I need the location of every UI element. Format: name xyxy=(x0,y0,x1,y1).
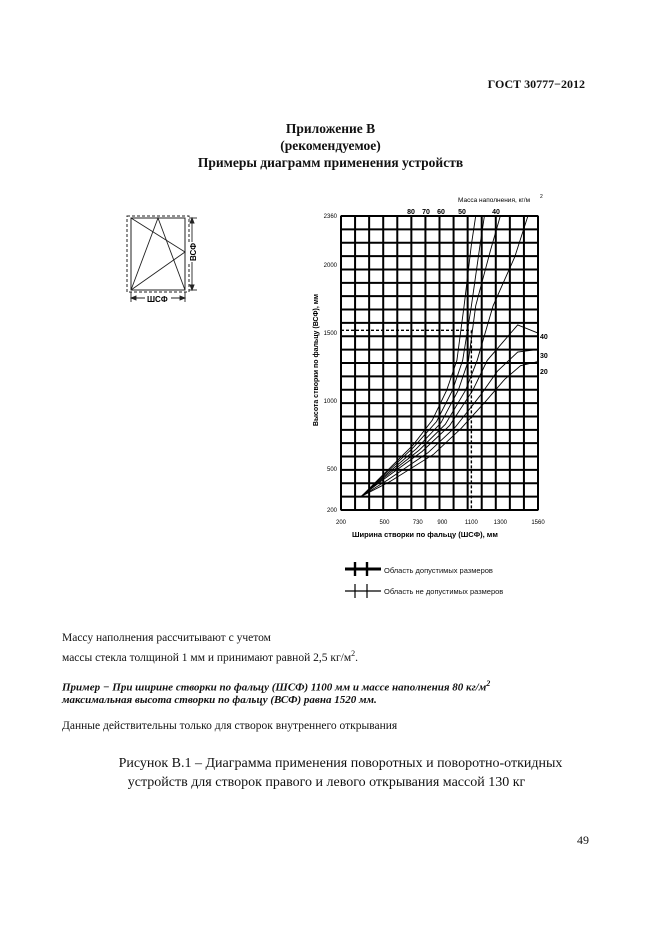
page-number: 49 xyxy=(577,833,589,847)
mass-curve-50 xyxy=(361,216,528,496)
x-axis-title: Ширина створки по фальцу (ШСФ), мм xyxy=(352,530,498,539)
right-mass-label: 20 xyxy=(540,369,548,376)
mass-axis-title: Масса наполнения, кг/м xyxy=(458,197,531,204)
top-mass-label: 70 xyxy=(422,209,430,216)
validity-note: Данные действительны только для створок внутреннего открывания xyxy=(62,720,398,732)
top-mass-label: 50 xyxy=(458,209,466,216)
sash-frame xyxy=(127,216,189,292)
mass-curve-60 xyxy=(361,216,500,496)
note-line-1: Массу наполнения рассчитывают с учетом xyxy=(62,632,271,644)
appendix-subtitle: Примеры диаграмм применения устройств xyxy=(197,155,464,170)
x-tick-label: 1100 xyxy=(464,520,478,526)
legend-allowed-symbol xyxy=(345,562,381,576)
example-line-1: Пример − При ширине створки по фальцу (ШСФ) 1100 мм и массе наполнения 80 $кг/м^2$ xyxy=(62,679,491,694)
y-tick-label: 1500 xyxy=(323,331,337,338)
x-tick-label: 200 xyxy=(335,520,347,526)
sash-opening-lines xyxy=(131,218,185,290)
appendix-status: (рекомендуемое) xyxy=(280,138,381,153)
x-tick-label: 730 xyxy=(412,520,423,526)
appendix-title: Приложение В xyxy=(285,121,376,136)
x-tick-label: 500 xyxy=(379,520,390,526)
sash-sketch xyxy=(125,212,200,310)
y-tick-label: 500 xyxy=(326,467,337,474)
y-tick-label: 1000 xyxy=(323,399,337,406)
height-label: ВСФ xyxy=(189,242,198,261)
legend-symbols xyxy=(343,562,383,600)
y-tick-label: 2000 xyxy=(323,263,337,269)
mass-curve-70 xyxy=(361,216,484,496)
chart-labels xyxy=(313,194,548,539)
standard-header: ГОСТ 30777−2012 xyxy=(487,77,585,91)
y-tick-label: 2360 xyxy=(323,214,337,220)
x-tick-label: 1300 xyxy=(493,520,508,526)
legend-allowed-label: Область допустимых размеров xyxy=(384,566,493,575)
top-mass-label: 60 xyxy=(437,209,445,216)
figure-caption-line-1: Рисунок В.1 – Диаграмма применения поворотных и поворотно-откидных xyxy=(118,756,563,771)
right-mass-label: 40 xyxy=(540,334,548,341)
legend-not-allowed-label: Область не допустимых размеров xyxy=(384,587,504,596)
y-tick-label: 200 xyxy=(326,508,337,514)
y-axis-title: Высота створки по фальцу (ВСФ), мм xyxy=(313,293,320,427)
mass-axis-superscript: 2 xyxy=(540,194,543,200)
example-line-2: максимальная высота створки по фальцу (ВСФ) равна 1520 мм. xyxy=(62,694,377,706)
chart-ticks xyxy=(324,214,546,526)
top-mass-label: 40 xyxy=(492,209,500,216)
figure-caption-line-2: устройств для створок правого и левого открывания массой 130 кг xyxy=(127,775,526,790)
width-label: ШСФ xyxy=(147,295,168,304)
note-line-2: массы стекла толщиной 1 мм и принимают равной 2,5 $кг/м^2$. xyxy=(62,649,359,664)
x-tick-label: 1560 xyxy=(531,520,545,526)
top-mass-label: 80 xyxy=(407,209,415,216)
x-tick-label: 900 xyxy=(437,520,448,526)
application-chart xyxy=(300,190,570,540)
right-mass-label: 30 xyxy=(540,353,548,360)
legend-not-allowed-symbol xyxy=(345,584,381,598)
chart-grid xyxy=(341,216,538,510)
